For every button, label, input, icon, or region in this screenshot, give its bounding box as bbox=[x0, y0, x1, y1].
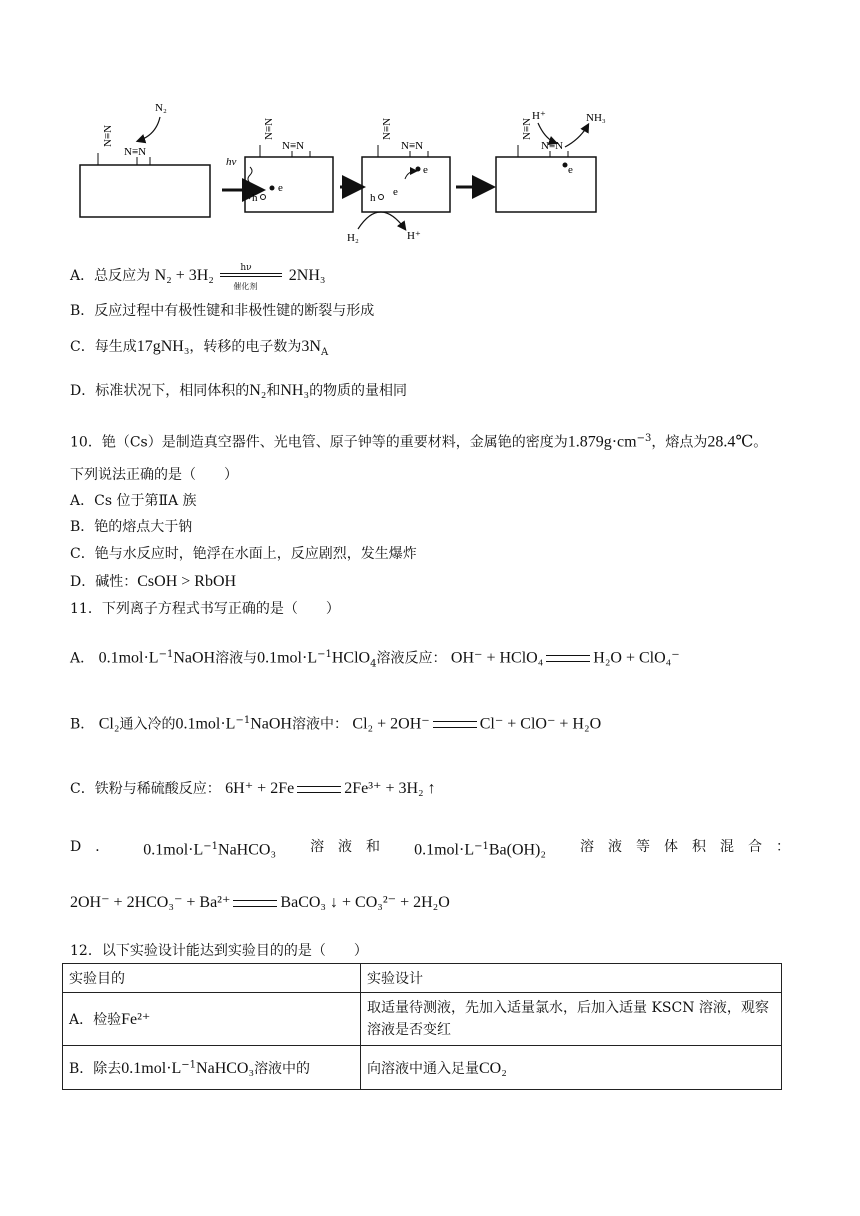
svg-text:N≡N: N≡N bbox=[381, 117, 393, 140]
h2-label: H₂ bbox=[347, 232, 359, 244]
reaction-mechanism-diagram bbox=[60, 95, 620, 255]
q10-option-a: A．Cs 位于第ⅡA 族 bbox=[70, 493, 197, 509]
svg-text:N≡N: N≡N bbox=[401, 140, 424, 152]
svg-text:e: e bbox=[393, 186, 398, 198]
row-b-purpose: B．除去$0.1mol\cdot L^{-1}NaHCO_3$溶液中的 bbox=[63, 1046, 361, 1090]
svg-text:e: e bbox=[278, 182, 283, 194]
q11-option-b: B． Cl₂通入冷的$0.1mol\cdot L^{-1}NaOH$溶液中： Cl₂ + 2OH⁻ Cl⁻ + ClO⁻ + H₂O bbox=[70, 715, 602, 733]
header-purpose: 实验目的 bbox=[63, 964, 361, 993]
svg-text:e: e bbox=[568, 164, 573, 176]
svg-text:N≡N: N≡N bbox=[282, 140, 305, 152]
q9-option-c: C．每生成17gNH₃，转移的电子数为$3N_A$ bbox=[70, 338, 329, 358]
svg-text:N≡N: N≡N bbox=[263, 117, 275, 140]
q10-option-c: C．铯与水反应时，铯浮在水面上，反应剧烈，发生爆炸 bbox=[70, 546, 417, 562]
q12-table bbox=[62, 963, 782, 1090]
q11-stem: 11．下列离子方程式书写正确的是（ ） bbox=[70, 601, 340, 617]
n2-adsorbed-label: N≡N bbox=[124, 146, 147, 158]
q11-option-d-line2: 2OH⁻ + 2HCO₃⁻ + Ba²⁺ BaCO₃ ↓ + CO₃²⁻ + 2H₂O bbox=[70, 894, 450, 911]
q9-option-a: A．总反应为 N₂ + 3H₂ hν 催化剂 2NH₃ bbox=[70, 263, 326, 291]
q11-option-a: A． $0.1mol\cdot L^{-1}NaOH$溶液与$0.1mol\cdot L^{-1}HClO_4$溶液反应： OH⁻ + HClO₄ H₂O + ClO₄⁻ bbox=[70, 649, 680, 670]
svg-text:h: h bbox=[252, 192, 258, 204]
q9-option-b: B．反应过程中有极性键和非极性键的断裂与形成 bbox=[70, 303, 375, 319]
q10-option-d: D．碱性：CsOH > RbOH bbox=[70, 573, 237, 590]
q10-stem: 10．铯（Cs）是制造真空器件、光电管、原子钟等的重要材料，金属铯的密度为$1.879g\cdot cm^{-3}$，熔点为28.4℃。 bbox=[70, 433, 768, 451]
table-header-row bbox=[63, 964, 782, 993]
nh3-label: NH₃ bbox=[586, 112, 606, 124]
q11-option-c: C．铁粉与稀硫酸反应： 6H⁺ + 2Fe 2Fe³⁺ + 3H₂ ↑ bbox=[70, 780, 436, 797]
q10-stem2: 下列说法正确的是（ ） bbox=[70, 467, 238, 483]
hplus-label-2: H⁺ bbox=[532, 110, 546, 122]
panel-2 bbox=[226, 118, 333, 212]
panel-3 bbox=[347, 118, 450, 244]
header-design: 实验设计 bbox=[361, 964, 782, 993]
table-row bbox=[63, 1046, 782, 1090]
q11-option-d-line1: D ． $0.1mol\cdot L^{-1}NaHCO_3$ 溶 液 和 $0.1mol\cdot L^{-1}Ba(OH)_2$ 溶 液 等 体 积 混 合 ： bbox=[70, 839, 790, 859]
row-a-purpose: A．检验Fe²⁺ bbox=[63, 993, 361, 1046]
hv-label: hν bbox=[226, 156, 237, 168]
svg-text:N≡N: N≡N bbox=[521, 117, 533, 140]
svg-text:N≡N: N≡N bbox=[541, 140, 564, 152]
svg-text:h: h bbox=[370, 192, 376, 204]
q9-option-d: D．标准状况下，相同体积的N₂和NH₃的物质的量相同 bbox=[70, 382, 408, 399]
n2-label: N₂ bbox=[155, 102, 167, 114]
panel-4 bbox=[496, 110, 606, 212]
q10-option-b: B．铯的熔点大于钠 bbox=[70, 519, 193, 535]
row-a-design: 取适量待测液，先加入适量氯水，后加入适量 KSCN 溶液，观察溶液是否变红 bbox=[361, 993, 782, 1046]
n2-vertical-label: N≡N bbox=[102, 124, 114, 147]
row-b-design: 向溶液中通入足量CO₂ bbox=[361, 1046, 782, 1090]
svg-text:e: e bbox=[423, 164, 428, 176]
hplus-label-1: H⁺ bbox=[407, 230, 421, 242]
panel-1 bbox=[80, 102, 210, 217]
q12-stem: 12．以下实验设计能达到实验目的的是（ ） bbox=[70, 943, 368, 959]
table-row bbox=[63, 993, 782, 1046]
